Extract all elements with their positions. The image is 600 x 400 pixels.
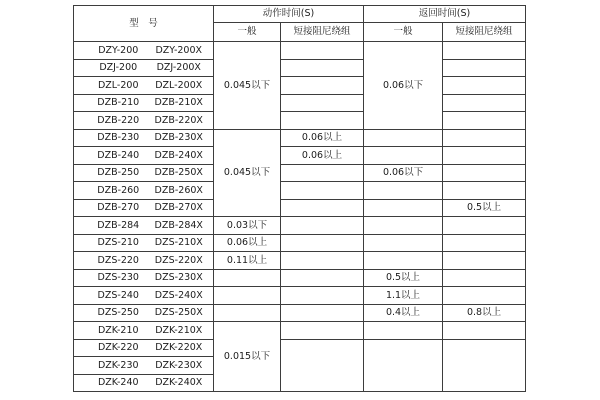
ret-gen-cell	[364, 199, 443, 217]
act-damp-cell	[281, 287, 364, 305]
ret-damp-cell	[443, 94, 526, 112]
model-name-x: DZK-220X	[155, 342, 203, 353]
ret-gen-cell: 0.4以上	[364, 304, 443, 322]
model-name: DZK-240	[97, 377, 139, 388]
act-damp-cell	[281, 234, 364, 252]
ret-gen-cell	[364, 182, 443, 200]
ret-gen-cell	[364, 217, 443, 235]
table-row	[74, 322, 526, 340]
return-general-header: 一般	[364, 23, 443, 42]
model-cell	[74, 339, 214, 357]
model-name: DZS-220	[97, 254, 139, 266]
model-name-x: DZB-270X	[154, 202, 203, 213]
table-row	[74, 182, 526, 200]
act-damp-cell: 0.06以上	[281, 129, 364, 147]
ret-damp-cell	[443, 77, 526, 95]
ret-gen-cell: 0.06以下	[364, 42, 443, 130]
model-cell	[74, 269, 214, 287]
return-damping-header: 短接阻尼绕组	[443, 23, 526, 42]
model-name: DZS-240	[97, 289, 139, 301]
table-row	[74, 42, 526, 60]
act-damp-cell	[281, 322, 364, 340]
table-row	[74, 234, 526, 252]
model-name-x: DZB-240X	[154, 149, 203, 161]
table-row	[74, 339, 526, 357]
model-name: DZL-200	[97, 79, 139, 91]
ret-damp-cell	[443, 234, 526, 252]
model-name: DZB-210	[97, 97, 140, 108]
ret-damp-cell	[443, 217, 526, 235]
act-damp-cell	[281, 269, 364, 287]
table-row	[74, 199, 526, 217]
model-name: DZB-220	[97, 114, 140, 126]
model-name: DZJ-200	[99, 62, 138, 73]
act-gen-cell	[214, 269, 281, 287]
model-name: DZB-240	[97, 149, 140, 161]
relay-spec-table	[73, 5, 526, 392]
ret-gen-cell	[364, 234, 443, 252]
act-gen-cell: 0.03以下	[214, 217, 281, 235]
act-gen-cell: 0.11以上	[214, 252, 281, 270]
ret-gen-cell: 0.06以下	[364, 164, 443, 182]
model-cell	[74, 357, 214, 375]
ret-gen-cell	[364, 252, 443, 270]
ret-gen-cell	[364, 129, 443, 147]
model-name: DZB-250	[97, 167, 140, 178]
act-damp-cell	[281, 304, 364, 322]
ret-damp-cell	[443, 322, 526, 340]
model-name: DZS-230	[97, 272, 139, 283]
header-row-groups	[74, 6, 526, 23]
model-name-x: DZB-230X	[154, 132, 203, 143]
model-cell	[74, 217, 214, 235]
act-damp-cell: 0.06以上	[281, 147, 364, 165]
model-name-x: DZB-284X	[154, 219, 203, 231]
ret-damp-cell	[443, 182, 526, 200]
table-row	[74, 59, 526, 77]
model-name-x: DZS-210X	[154, 237, 203, 248]
model-name-x: DZK-210X	[155, 324, 203, 336]
act-damp-cell	[281, 199, 364, 217]
act-damp-cell	[281, 217, 364, 235]
act-damp-cell	[281, 339, 364, 392]
ret-damp-cell	[443, 112, 526, 130]
table-row	[74, 77, 526, 95]
act-damp-cell	[281, 77, 364, 95]
model-name: DZK-220	[97, 342, 139, 353]
action-general-header: 一般	[214, 23, 281, 42]
model-name-x: DZK-230X	[155, 359, 203, 371]
model-cell	[74, 164, 214, 182]
ret-damp-cell: 0.8以上	[443, 304, 526, 322]
model-cell	[74, 77, 214, 95]
model-cell	[74, 199, 214, 217]
model-name-x: DZK-240X	[155, 377, 203, 388]
model-cell	[74, 42, 214, 60]
action-time-group-header: 动作时间(S)	[214, 6, 364, 23]
act-damp-cell	[281, 182, 364, 200]
ret-damp-cell	[443, 147, 526, 165]
model-name-x: DZS-230X	[154, 272, 203, 283]
model-name: DZY-200	[98, 44, 139, 56]
model-name: DZB-284	[97, 219, 140, 231]
model-name: DZB-260	[97, 184, 140, 196]
ret-damp-cell	[443, 59, 526, 77]
model-cell	[74, 252, 214, 270]
ret-damp-cell	[443, 287, 526, 305]
table-row	[74, 217, 526, 235]
ret-damp-cell	[443, 129, 526, 147]
act-gen-cell: 0.045以下	[214, 129, 281, 217]
ret-damp-cell	[443, 42, 526, 60]
model-column-header: 型 号	[74, 6, 214, 42]
table-row	[74, 129, 526, 147]
act-damp-cell	[281, 164, 364, 182]
model-cell	[74, 234, 214, 252]
table-row	[74, 147, 526, 165]
model-cell	[74, 304, 214, 322]
act-damp-cell	[281, 42, 364, 60]
model-name-x: DZB-250X	[154, 167, 203, 178]
table-row	[74, 269, 526, 287]
act-damp-cell	[281, 94, 364, 112]
model-name-x: DZB-220X	[154, 114, 203, 126]
model-name-x: DZY-200X	[155, 44, 203, 56]
model-name: DZK-230	[97, 359, 139, 371]
model-name-x: DZJ-200X	[156, 62, 201, 73]
act-gen-cell	[214, 304, 281, 322]
model-cell	[74, 59, 214, 77]
table-row	[74, 252, 526, 270]
model-cell	[74, 182, 214, 200]
model-name-x: DZS-240X	[154, 289, 203, 301]
model-name: DZS-250	[97, 307, 139, 318]
model-name-x: DZB-260X	[154, 184, 203, 196]
model-name-x: DZB-210X	[154, 97, 203, 108]
table-row	[74, 287, 526, 305]
ret-gen-cell	[364, 147, 443, 165]
ret-gen-cell: 1.1以上	[364, 287, 443, 305]
model-cell	[74, 322, 214, 340]
ret-damp-cell	[443, 252, 526, 270]
ret-damp-cell	[443, 339, 526, 392]
model-name: DZS-210	[97, 237, 139, 248]
model-name: DZB-270	[97, 202, 140, 213]
ret-gen-cell	[364, 339, 443, 392]
return-time-group-header: 返回时间(S)	[364, 6, 526, 23]
model-cell	[74, 129, 214, 147]
table-row	[74, 94, 526, 112]
model-name-x: DZS-250X	[154, 307, 203, 318]
table-row	[74, 112, 526, 130]
action-damping-header: 短接阻尼绕组	[281, 23, 364, 42]
ret-damp-cell	[443, 164, 526, 182]
model-cell	[74, 374, 214, 392]
model-cell	[74, 287, 214, 305]
model-name-x: DZS-220X	[154, 254, 203, 266]
ret-damp-cell: 0.5以上	[443, 199, 526, 217]
model-name-x: DZL-200X	[155, 79, 203, 91]
act-gen-cell: 0.06以上	[214, 234, 281, 252]
ret-damp-cell	[443, 269, 526, 287]
model-cell	[74, 147, 214, 165]
act-gen-cell	[214, 287, 281, 305]
act-damp-cell	[281, 112, 364, 130]
table-row	[74, 304, 526, 322]
table-row	[74, 164, 526, 182]
act-damp-cell	[281, 252, 364, 270]
model-cell	[74, 94, 214, 112]
model-name: DZB-230	[97, 132, 140, 143]
ret-gen-cell	[364, 322, 443, 340]
ret-gen-cell: 0.5以上	[364, 269, 443, 287]
act-damp-cell	[281, 59, 364, 77]
act-gen-cell: 0.045以下	[214, 42, 281, 130]
model-name: DZK-210	[97, 324, 139, 336]
act-gen-cell: 0.015以下	[214, 322, 281, 392]
model-cell	[74, 112, 214, 130]
